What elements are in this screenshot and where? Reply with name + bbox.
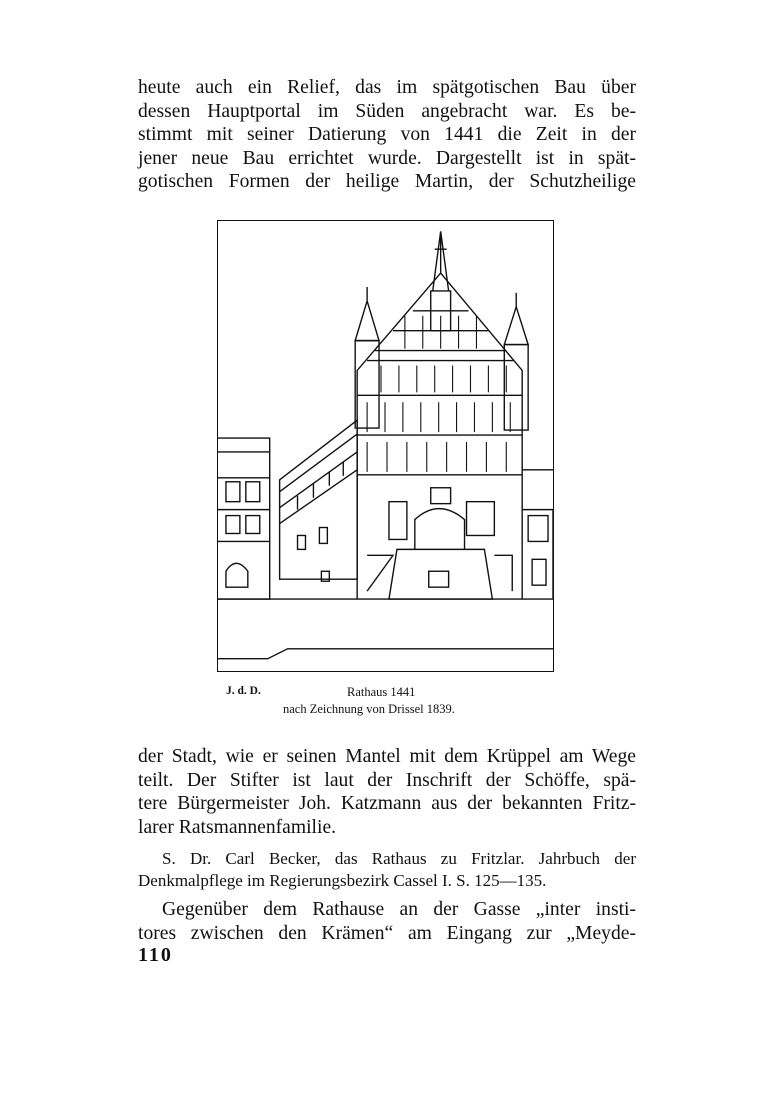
town-hall-drawing	[218, 221, 553, 671]
text-line: der Stadt, wie er seinen Mantel mit dem Krüppel am Wege	[138, 746, 636, 767]
footnote-line: S. Dr. Carl Becker, das Rathaus zu Fritzlar. Jahrbuch der	[162, 849, 636, 868]
town-hall-illustration	[217, 220, 554, 672]
bottom-paragraph	[138, 898, 636, 945]
text-line: jener neue Bau errichtet wurde. Dargestellt ist in spät-	[138, 147, 636, 169]
middle-paragraph	[138, 745, 636, 839]
text-line: tores zwischen den Krämen“ am Eingang zur „Meyde-	[138, 922, 636, 944]
text-line: stimmt mit seiner Datierung von 1441 die Zeit in der	[138, 124, 636, 145]
top-paragraph	[138, 76, 636, 194]
text-line: dessen Hauptportal im Süden angebracht war. Es be-	[138, 100, 636, 122]
text-line: heute auch ein Relief, das im spätgotischen Bau über	[138, 77, 636, 98]
text-line: gotischen Formen der heilige Martin, der Schutzheilige	[138, 171, 636, 192]
text-line: tere Bürgermeister Joh. Katzmann aus der bekannten Fritz-	[138, 793, 636, 814]
artist-signature: J. d. D.	[226, 685, 261, 697]
figure-caption-subtitle: nach Zeichnung von Drissel 1839.	[283, 702, 455, 716]
footnote	[138, 848, 636, 891]
footnote-line: Denkmalpflege im Regierungsbezirk Cassel I. S. 125—135.	[138, 870, 547, 890]
text-line: teilt. Der Stifter ist laut der Inschrift der Schöffe, spä-	[138, 769, 636, 791]
page-number: 110	[138, 944, 173, 966]
text-line: larer Ratsmannenfamilie.	[138, 816, 337, 838]
figure-caption-title: Rathaus 1441	[347, 685, 416, 699]
text-line: Gegenüber dem Rathause an der Gasse „inter insti-	[162, 899, 636, 920]
